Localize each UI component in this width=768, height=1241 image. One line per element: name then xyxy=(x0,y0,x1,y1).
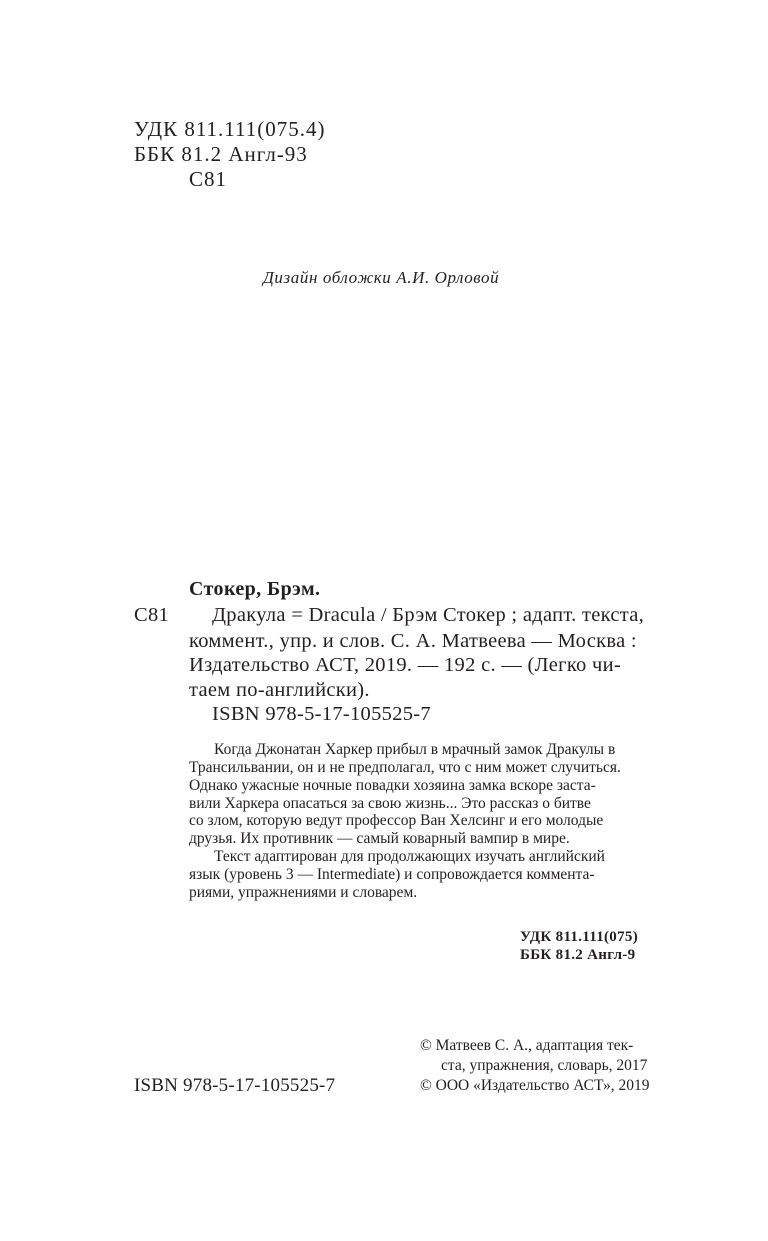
udk-code-bottom: УДК 811.111(075) xyxy=(520,929,638,945)
annotation-line: друзья. Их противник — самый коварный вампир в мире. xyxy=(189,830,570,847)
annotation-line: Однако ужасные ночные повадки хозяина замка вскоре заста- xyxy=(189,777,596,794)
author-mark-top: С81 xyxy=(189,167,228,191)
bib-isbn: ISBN 978-5-17-105525-7 xyxy=(212,703,431,725)
annotation-line: Трансильвании, он и не предполагал, что с ним может случиться. xyxy=(189,759,621,776)
annotation-line: Когда Джонатан Харкер прибыл в мрачный замок Дракулы в xyxy=(214,741,616,758)
bib-line: Издательство АСТ, 2019. — 192 с. — (Легко чи- xyxy=(189,654,622,676)
isbn-bottom: ISBN 978-5-17-105525-7 xyxy=(134,1075,336,1096)
bib-author: Стокер, Брэм. xyxy=(189,578,321,600)
udk-code-top: УДК 811.111(075.4) xyxy=(134,117,326,141)
copyright-line: © Матвеев С. А., адаптация тек- xyxy=(420,1037,634,1054)
annotation-line: со злом, которую ведут профессор Ван Хелсинг и его молодые xyxy=(189,812,604,829)
annotation-line: язык (уровень 3 — Intermediate) и сопровождается коммента- xyxy=(189,866,595,883)
bib-line: таем по-английски). xyxy=(189,679,370,701)
bbk-code-top: ББК 81.2 Англ-93 xyxy=(134,142,308,166)
annotation-line: вили Харкера опасаться за свою жизнь... Это рассказ о битве xyxy=(189,795,591,812)
bbk-code-bottom: ББК 81.2 Англ-9 xyxy=(520,947,636,963)
bib-line: Дракула = Dracula / Брэм Стокер ; адапт. текста, xyxy=(212,604,645,626)
annotation-line: риями, упражнениями и словарем. xyxy=(189,884,418,901)
copyright-line: ста, упражнения, словарь, 2017 xyxy=(441,1057,648,1074)
cover-design-credit: Дизайн обложки А.И. Орловой xyxy=(263,268,500,287)
bib-line: коммент., упр. и слов. С. А. Матвеева — Москва : xyxy=(189,630,637,652)
bib-author-mark: С81 xyxy=(134,604,170,626)
annotation-line: Текст адаптирован для продолжающих изучать английский xyxy=(214,848,605,865)
copyright-line: © ООО «Издательство АСТ», 2019 xyxy=(420,1077,650,1094)
